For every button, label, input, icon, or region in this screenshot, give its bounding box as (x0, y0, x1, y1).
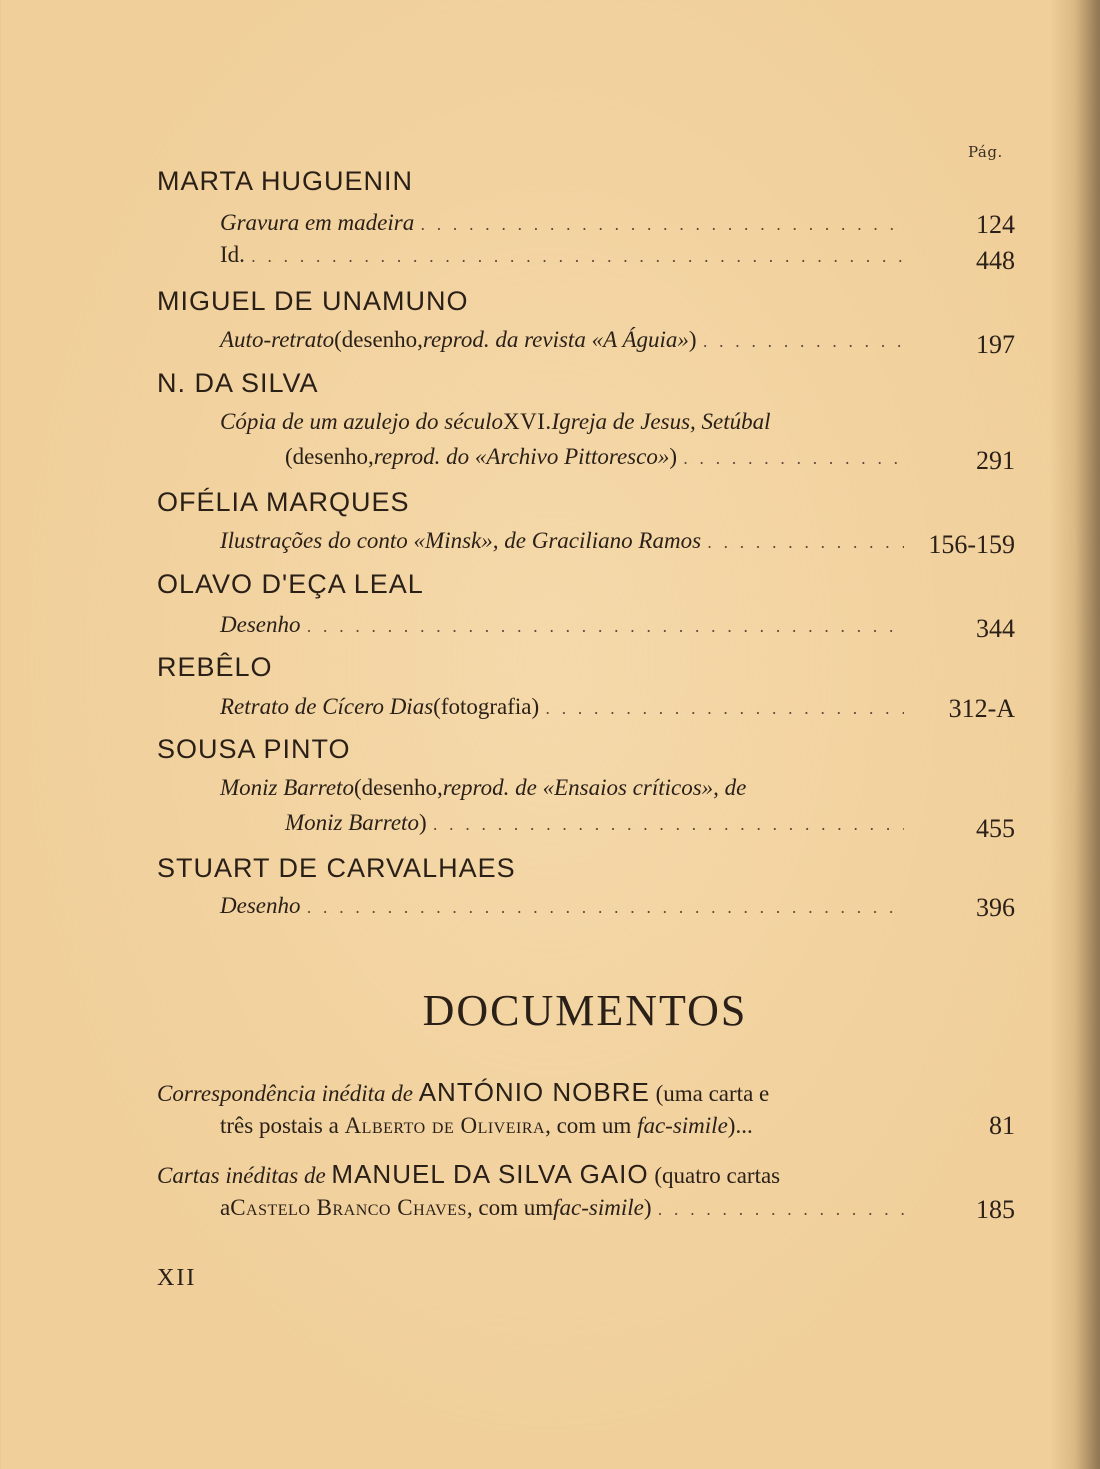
work-note: (desenho, (353, 775, 443, 800)
author-olavo-deca-leal: OLAVO D'EÇA LEAL (157, 569, 424, 599)
author-stuart-de-carvalhaes: STUART DE CARVALHAES (157, 853, 516, 883)
doc-entry-line (220, 1113, 753, 1139)
page-ref: 396 (976, 893, 1015, 922)
work-title: Retrato de Cícero Dias (220, 694, 434, 719)
doc-author: MANUEL DA SILVA GAIO (331, 1159, 649, 1189)
leader-dots (306, 898, 904, 917)
work-title: Cópia de um azulejo do século (220, 409, 503, 434)
entry-line (285, 810, 910, 836)
doc-title: Cartas inéditas de (157, 1163, 332, 1188)
leader-dots (657, 1200, 904, 1219)
doc-note: , com um (466, 1195, 554, 1220)
work-note: reprod. da revista «A Águia» (422, 327, 689, 352)
work-title: Gravura em madeira (220, 210, 415, 235)
work-note: ) (418, 810, 427, 835)
entry-line (220, 893, 910, 919)
entry-line (285, 444, 910, 470)
leader-dots (707, 533, 904, 552)
page-ref: 81 (989, 1111, 1015, 1140)
page-ref: 197 (976, 330, 1015, 359)
doc-note: )... (727, 1113, 753, 1138)
entry-line (220, 242, 910, 268)
entry-line (220, 612, 910, 638)
work-title: Desenho (220, 612, 301, 637)
leader-dots (420, 215, 904, 234)
doc-note: (uma carta e (649, 1081, 770, 1106)
author-ofelia-marques: OFÉLIA MARQUES (157, 487, 410, 517)
doc-note: , com um (545, 1113, 638, 1138)
leader-dots (306, 617, 904, 636)
work-note: reprod. de «Ensaios críticos», de (442, 775, 747, 800)
doc-recipient: Castelo Branco Chaves (230, 1195, 467, 1220)
doc-note: a (220, 1195, 231, 1220)
doc-title: Correspondência inédita de (157, 1081, 419, 1106)
author-marta-huguenin: MARTA HUGUENIN (157, 166, 414, 196)
work-title: Ilustrações do conto «Minsk», de Graciliano Ramos (220, 528, 702, 553)
author-miguel-de-unamuno: MIGUEL DE UNAMUNO (157, 286, 469, 316)
author-rebelo: REBÊLO (157, 652, 273, 682)
page-ref: 455 (976, 814, 1015, 843)
page-ref: 291 (976, 446, 1015, 475)
work-title: Desenho (220, 893, 301, 918)
entry-line (220, 694, 910, 720)
work-note: reprod. do «Archivo Pittoresco» (373, 444, 670, 469)
work-note: Moniz Barreto (285, 810, 419, 835)
page-ref: 448 (976, 246, 1015, 275)
work-title: Id. (220, 242, 245, 267)
doc-entry-line (157, 1159, 780, 1190)
page-ref: 185 (976, 1195, 1015, 1224)
leader-dots (251, 247, 904, 266)
entry-line (220, 409, 920, 435)
section-heading-documentos: DOCUMENTOS (422, 986, 748, 1035)
entry-line (220, 210, 910, 236)
doc-note: (quatro cartas (648, 1163, 781, 1188)
author-sousa-pinto: SOUSA PINTO (157, 734, 351, 764)
leader-dots (683, 449, 904, 468)
author-n-da-silva: N. DA SILVA (157, 368, 319, 398)
page-ref: 312-A (948, 694, 1015, 723)
doc-note: fac-simile (637, 1113, 728, 1138)
leader-dots (703, 332, 904, 351)
doc-entry-line (220, 1195, 910, 1221)
doc-author: ANTÓNIO NOBRE (418, 1077, 650, 1107)
work-title: Moniz Barreto (220, 775, 354, 800)
page-ref: 124 (976, 210, 1015, 239)
leader-dots (433, 815, 904, 834)
doc-note: três postais a (220, 1113, 345, 1138)
work-note: ) (669, 444, 677, 469)
work-note: (desenho, (334, 327, 423, 352)
doc-note: fac-simile (553, 1195, 644, 1220)
doc-note: ) (643, 1195, 652, 1220)
entry-line (220, 327, 910, 353)
work-title: XVI. (503, 409, 552, 434)
page-ref: 156-159 (928, 530, 1015, 559)
work-note: ) (688, 327, 697, 352)
entry-line (220, 775, 920, 801)
work-note: (fotografia) (433, 694, 540, 719)
doc-entry-line (157, 1077, 769, 1108)
work-title: Igreja de Jesus, Setúbal (551, 409, 771, 434)
work-note: (desenho, (285, 444, 374, 469)
page-ref: 344 (976, 614, 1015, 643)
leader-dots (545, 699, 904, 718)
page-column-label: Pág. (968, 143, 1003, 161)
entry-line (220, 528, 910, 554)
page-number: XII (157, 1265, 197, 1291)
doc-recipient: Alberto de Oliveira (344, 1113, 546, 1138)
work-title: Auto-retrato (220, 327, 335, 352)
